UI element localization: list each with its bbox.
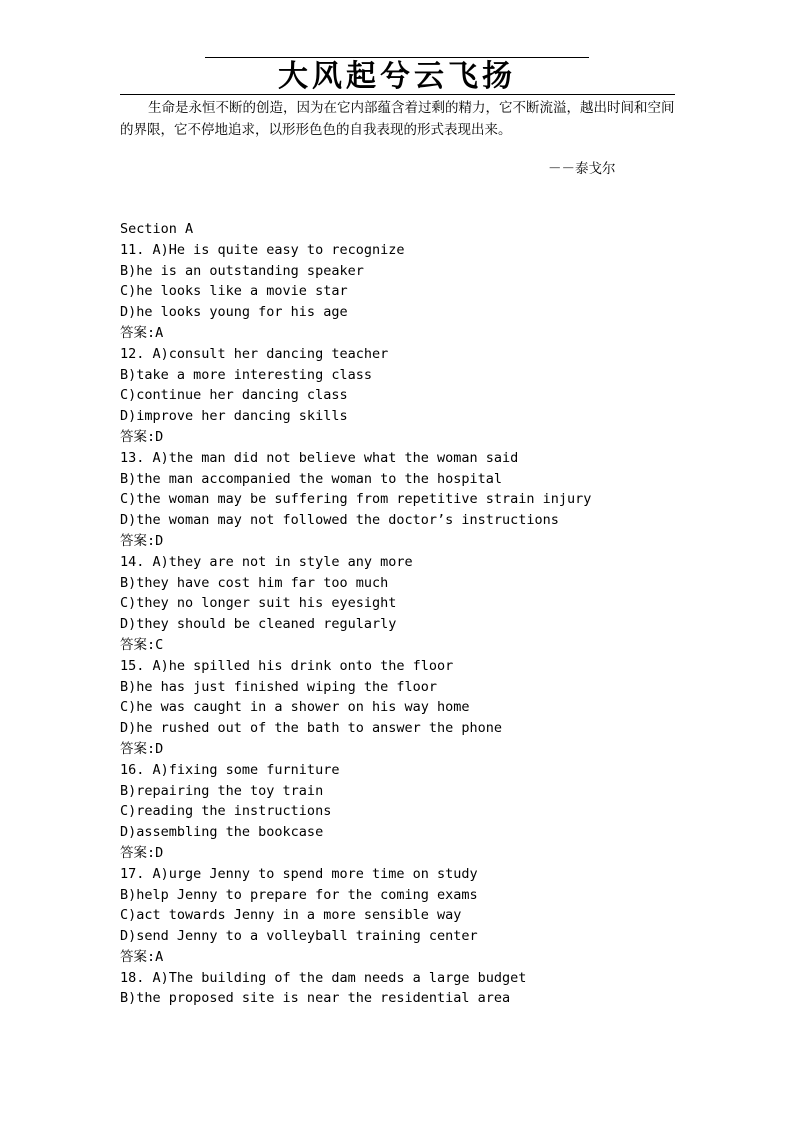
question-option: C)he looks like a movie star [120,283,348,300]
question-option: D)he looks young for his age [120,304,348,321]
question-stem: 11. A)He is quite easy to recognize [120,241,405,258]
epigraph-attribution: －－泰戈尔 [548,161,616,177]
question-answer: 答案:D [120,740,164,757]
question-option: C)the woman may be suffering from repetitive strain injury [120,491,592,508]
question-17 [120,864,680,968]
question-option: C)act towards Jenny in a more sensible way [120,907,462,924]
question-stem: 16. A)fixing some furniture [120,761,340,778]
epigraph-quote: 生命是永恒不断的创造，因为在它内部蕴含着过剩的精力，它不断流溢，越出时间和空间的界限，它不停地追求，以形形色色的自我表现的形式表现出来。 [120,100,675,138]
question-option: B)repairing the toy train [120,782,324,799]
question-option: B)help Jenny to prepare for the coming exams [120,886,478,903]
question-answer: 答案:A [120,948,164,965]
question-option: D)assembling the bookcase [120,824,324,841]
question-option: B)they have cost him far too much [120,574,389,591]
question-stem: 12. A)consult her dancing teacher [120,345,389,362]
question-13 [120,448,680,552]
page-banner: 大风起兮云飞扬 [278,59,516,94]
header-top-rule [205,57,589,58]
question-answer: 答案:D [120,844,164,861]
question-option: D)he rushed out of the bath to answer the phone [120,720,503,737]
question-16 [120,760,680,864]
question-option: B)take a more interesting class [120,366,372,383]
question-18 [120,968,680,1010]
question-option: D)the woman may not followed the doctor’s instructions [120,512,559,529]
question-stem: 13. A)the man did not believe what the woman said [120,449,519,466]
question-stem: 15. A)he spilled his drink onto the floor [120,657,454,674]
section-title: Section A [120,221,194,237]
question-stem: 18. A)The building of the dam needs a large budget [120,969,527,986]
question-answer: 答案:D [120,428,164,445]
question-15 [120,656,680,760]
question-stem: 17. A)urge Jenny to spend more time on study [120,865,478,882]
question-stem: 14. A)they are not in style any more [120,553,413,570]
question-option: C)they no longer suit his eyesight [120,595,397,612]
question-option: C)continue her dancing class [120,387,348,404]
question-12 [120,344,680,448]
question-answer: 答案:C [120,636,164,653]
question-11 [120,240,680,344]
document-body [120,219,680,1009]
question-option: B)the man accompanied the woman to the hospital [120,470,503,487]
question-option: B)he has just finished wiping the floor [120,678,437,695]
question-answer: 答案:A [120,324,164,341]
question-option: B)the proposed site is near the residential area [120,990,511,1007]
question-option: D)improve her dancing skills [120,408,348,425]
question-option: C)he was caught in a shower on his way home [120,699,470,716]
question-option: B)he is an outstanding speaker [120,262,364,279]
question-answer: 答案:D [120,532,164,549]
question-option: D)they should be cleaned regularly [120,616,397,633]
question-option: D)send Jenny to a volleyball training center [120,928,478,945]
question-14 [120,552,680,656]
question-option: C)reading the instructions [120,803,332,820]
header-bottom-rule [120,94,675,95]
